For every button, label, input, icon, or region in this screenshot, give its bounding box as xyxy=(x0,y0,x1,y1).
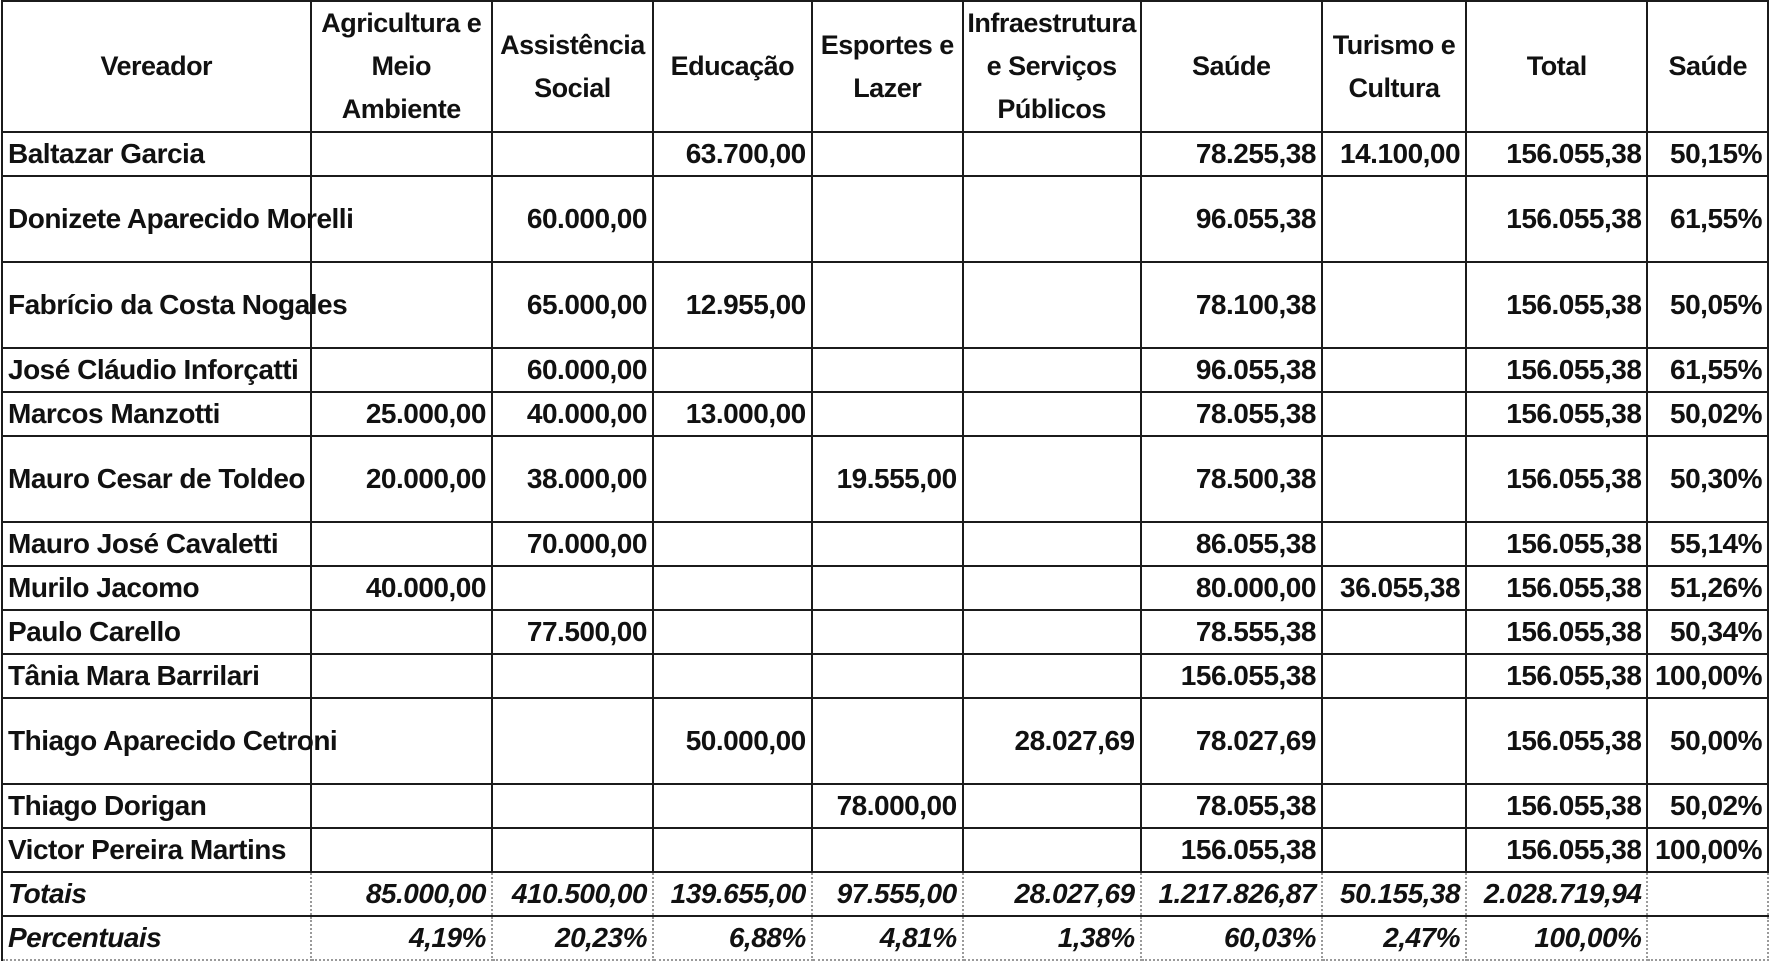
amendments-table xyxy=(1,0,1769,961)
cell-saude-percent: 50,02% xyxy=(1647,392,1768,436)
table-row xyxy=(2,698,1768,784)
cell-saude: 78.500,38 xyxy=(1141,436,1322,522)
cell-turismo xyxy=(1322,654,1466,698)
cell-turismo xyxy=(1322,436,1466,522)
table-row xyxy=(2,436,1768,522)
cell-assistencia-social: 60.000,00 xyxy=(492,176,653,262)
cell-assistencia-social xyxy=(492,654,653,698)
cell-saude-percent: 61,55% xyxy=(1647,176,1768,262)
cell-total: 156.055,38 xyxy=(1466,132,1647,176)
cell-saude-percent: 50,02% xyxy=(1647,784,1768,828)
cell-saude: 78.055,38 xyxy=(1141,784,1322,828)
cell-saude-percent: 55,14% xyxy=(1647,522,1768,566)
cell-infraestrutura: 28.027,69 xyxy=(963,698,1141,784)
cell-turismo xyxy=(1322,610,1466,654)
cell-educacao: 13.000,00 xyxy=(653,392,812,436)
cell-turismo xyxy=(1322,828,1466,872)
cell-vereador: Tânia Mara Barrilari xyxy=(2,654,311,698)
table-row xyxy=(2,566,1768,610)
total-assistencia-social: 410.500,00 xyxy=(492,872,653,916)
cell-agricultura xyxy=(311,522,492,566)
cell-saude: 96.055,38 xyxy=(1141,348,1322,392)
cell-saude: 86.055,38 xyxy=(1141,522,1322,566)
table-row xyxy=(2,784,1768,828)
cell-agricultura xyxy=(311,654,492,698)
cell-saude: 80.000,00 xyxy=(1141,566,1322,610)
cell-saude-percent: 100,00% xyxy=(1647,828,1768,872)
cell-agricultura xyxy=(311,348,492,392)
cell-turismo xyxy=(1322,176,1466,262)
table-row xyxy=(2,348,1768,392)
total-turismo: 50.155,38 xyxy=(1322,872,1466,916)
cell-total: 156.055,38 xyxy=(1466,262,1647,348)
cell-educacao: 12.955,00 xyxy=(653,262,812,348)
cell-infraestrutura xyxy=(963,522,1141,566)
cell-agricultura: 40.000,00 xyxy=(311,566,492,610)
column-header-infraestrutura: Infraestrutura e Serviços Públicos xyxy=(963,1,1141,132)
total-grand: 2.028.719,94 xyxy=(1466,872,1647,916)
total-esportes: 97.555,00 xyxy=(812,872,963,916)
totals-label: Totais xyxy=(2,872,311,916)
cell-saude-percent: 61,55% xyxy=(1647,348,1768,392)
cell-total: 156.055,38 xyxy=(1466,784,1647,828)
cell-saude: 156.055,38 xyxy=(1141,828,1322,872)
cell-infraestrutura xyxy=(963,784,1141,828)
cell-esportes xyxy=(812,610,963,654)
cell-assistencia-social: 77.500,00 xyxy=(492,610,653,654)
cell-assistencia-social xyxy=(492,784,653,828)
cell-educacao xyxy=(653,348,812,392)
cell-vereador: Marcos Manzotti xyxy=(2,392,311,436)
cell-saude: 156.055,38 xyxy=(1141,654,1322,698)
cell-educacao: 50.000,00 xyxy=(653,698,812,784)
total-saude: 1.217.826,87 xyxy=(1141,872,1322,916)
cell-educacao xyxy=(653,566,812,610)
cell-esportes xyxy=(812,176,963,262)
column-header-turismo: Turismo e Cultura xyxy=(1322,1,1466,132)
total-saude-percent xyxy=(1647,872,1768,916)
cell-saude-percent: 50,34% xyxy=(1647,610,1768,654)
cell-assistencia-social xyxy=(492,828,653,872)
percent-saude: 60,03% xyxy=(1141,916,1322,960)
cell-saude-percent: 50,30% xyxy=(1647,436,1768,522)
cell-saude: 78.027,69 xyxy=(1141,698,1322,784)
column-header-vereador: Vereador xyxy=(2,1,311,132)
cell-vereador: Mauro José Cavaletti xyxy=(2,522,311,566)
percentages-label: Percentuais xyxy=(2,916,311,960)
cell-vereador: Baltazar Garcia xyxy=(2,132,311,176)
cell-saude-percent: 50,15% xyxy=(1647,132,1768,176)
cell-esportes: 78.000,00 xyxy=(812,784,963,828)
cell-agricultura xyxy=(311,132,492,176)
cell-agricultura xyxy=(311,784,492,828)
cell-assistencia-social xyxy=(492,698,653,784)
cell-assistencia-social xyxy=(492,566,653,610)
percent-saude-percent xyxy=(1647,916,1768,960)
cell-esportes xyxy=(812,828,963,872)
column-header-saude-percent: Saúde xyxy=(1647,1,1768,132)
cell-vereador: Thiago Dorigan xyxy=(2,784,311,828)
percent-total: 100,00% xyxy=(1466,916,1647,960)
cell-educacao xyxy=(653,176,812,262)
cell-assistencia-social: 38.000,00 xyxy=(492,436,653,522)
cell-total: 156.055,38 xyxy=(1466,566,1647,610)
table-row xyxy=(2,392,1768,436)
cell-infraestrutura xyxy=(963,348,1141,392)
percent-assistencia-social: 20,23% xyxy=(492,916,653,960)
cell-agricultura xyxy=(311,828,492,872)
cell-infraestrutura xyxy=(963,392,1141,436)
cell-total: 156.055,38 xyxy=(1466,610,1647,654)
percent-turismo: 2,47% xyxy=(1322,916,1466,960)
cell-vereador: José Cláudio Inforçatti xyxy=(2,348,311,392)
cell-educacao xyxy=(653,522,812,566)
cell-total: 156.055,38 xyxy=(1466,176,1647,262)
cell-turismo: 14.100,00 xyxy=(1322,132,1466,176)
cell-esportes xyxy=(812,392,963,436)
cell-educacao xyxy=(653,784,812,828)
cell-infraestrutura xyxy=(963,436,1141,522)
cell-esportes xyxy=(812,132,963,176)
cell-agricultura: 25.000,00 xyxy=(311,392,492,436)
cell-total: 156.055,38 xyxy=(1466,348,1647,392)
column-header-assistencia-social: Assistência Social xyxy=(492,1,653,132)
cell-agricultura: 20.000,00 xyxy=(311,436,492,522)
percentages-row xyxy=(2,916,1768,960)
cell-esportes xyxy=(812,654,963,698)
cell-saude-percent: 51,26% xyxy=(1647,566,1768,610)
percent-esportes: 4,81% xyxy=(812,916,963,960)
cell-educacao xyxy=(653,654,812,698)
total-agricultura: 85.000,00 xyxy=(311,872,492,916)
cell-assistencia-social: 70.000,00 xyxy=(492,522,653,566)
cell-esportes xyxy=(812,262,963,348)
table-row xyxy=(2,654,1768,698)
cell-vereador: Donizete Aparecido Morelli xyxy=(2,176,311,262)
cell-educacao xyxy=(653,610,812,654)
total-infraestrutura: 28.027,69 xyxy=(963,872,1141,916)
column-header-agricultura: Agricultura e Meio Ambiente xyxy=(311,1,492,132)
header-row xyxy=(2,1,1768,132)
cell-saude: 78.255,38 xyxy=(1141,132,1322,176)
cell-esportes xyxy=(812,566,963,610)
cell-saude: 78.555,38 xyxy=(1141,610,1322,654)
cell-assistencia-social: 60.000,00 xyxy=(492,348,653,392)
cell-total: 156.055,38 xyxy=(1466,522,1647,566)
percent-educacao: 6,88% xyxy=(653,916,812,960)
cell-assistencia-social: 40.000,00 xyxy=(492,392,653,436)
cell-infraestrutura xyxy=(963,132,1141,176)
column-header-saude: Saúde xyxy=(1141,1,1322,132)
cell-vereador: Victor Pereira Martins xyxy=(2,828,311,872)
table-row xyxy=(2,522,1768,566)
cell-educacao xyxy=(653,436,812,522)
cell-esportes xyxy=(812,348,963,392)
cell-total: 156.055,38 xyxy=(1466,654,1647,698)
cell-saude-percent: 100,00% xyxy=(1647,654,1768,698)
total-educacao: 139.655,00 xyxy=(653,872,812,916)
percent-agricultura: 4,19% xyxy=(311,916,492,960)
cell-vereador: Thiago Aparecido Cetroni xyxy=(2,698,311,784)
cell-vereador: Paulo Carello xyxy=(2,610,311,654)
cell-turismo xyxy=(1322,262,1466,348)
cell-educacao: 63.700,00 xyxy=(653,132,812,176)
cell-total: 156.055,38 xyxy=(1466,392,1647,436)
cell-assistencia-social: 65.000,00 xyxy=(492,262,653,348)
cell-esportes xyxy=(812,522,963,566)
cell-agricultura xyxy=(311,698,492,784)
cell-turismo xyxy=(1322,392,1466,436)
cell-vereador: Murilo Jacomo xyxy=(2,566,311,610)
cell-total: 156.055,38 xyxy=(1466,436,1647,522)
table-row xyxy=(2,828,1768,872)
table-row xyxy=(2,610,1768,654)
table-row xyxy=(2,132,1768,176)
cell-infraestrutura xyxy=(963,176,1141,262)
cell-infraestrutura xyxy=(963,610,1141,654)
cell-total: 156.055,38 xyxy=(1466,698,1647,784)
cell-infraestrutura xyxy=(963,566,1141,610)
column-header-total: Total xyxy=(1466,1,1647,132)
cell-saude-percent: 50,00% xyxy=(1647,698,1768,784)
cell-saude-percent: 50,05% xyxy=(1647,262,1768,348)
cell-assistencia-social xyxy=(492,132,653,176)
column-header-esportes: Esportes e Lazer xyxy=(812,1,963,132)
cell-total: 156.055,38 xyxy=(1466,828,1647,872)
cell-turismo xyxy=(1322,784,1466,828)
cell-turismo xyxy=(1322,698,1466,784)
cell-esportes: 19.555,00 xyxy=(812,436,963,522)
cell-vereador: Mauro Cesar de Toldeo xyxy=(2,436,311,522)
cell-saude: 78.100,38 xyxy=(1141,262,1322,348)
cell-infraestrutura xyxy=(963,828,1141,872)
cell-turismo xyxy=(1322,522,1466,566)
percent-infraestrutura: 1,38% xyxy=(963,916,1141,960)
totals-row xyxy=(2,872,1768,916)
cell-turismo: 36.055,38 xyxy=(1322,566,1466,610)
cell-vereador: Fabrício da Costa Nogales xyxy=(2,262,311,348)
table-row xyxy=(2,262,1768,348)
cell-turismo xyxy=(1322,348,1466,392)
cell-saude: 96.055,38 xyxy=(1141,176,1322,262)
cell-agricultura xyxy=(311,610,492,654)
cell-educacao xyxy=(653,828,812,872)
cell-infraestrutura xyxy=(963,262,1141,348)
cell-saude: 78.055,38 xyxy=(1141,392,1322,436)
cell-esportes xyxy=(812,698,963,784)
column-header-educacao: Educação xyxy=(653,1,812,132)
cell-infraestrutura xyxy=(963,654,1141,698)
table-row xyxy=(2,176,1768,262)
